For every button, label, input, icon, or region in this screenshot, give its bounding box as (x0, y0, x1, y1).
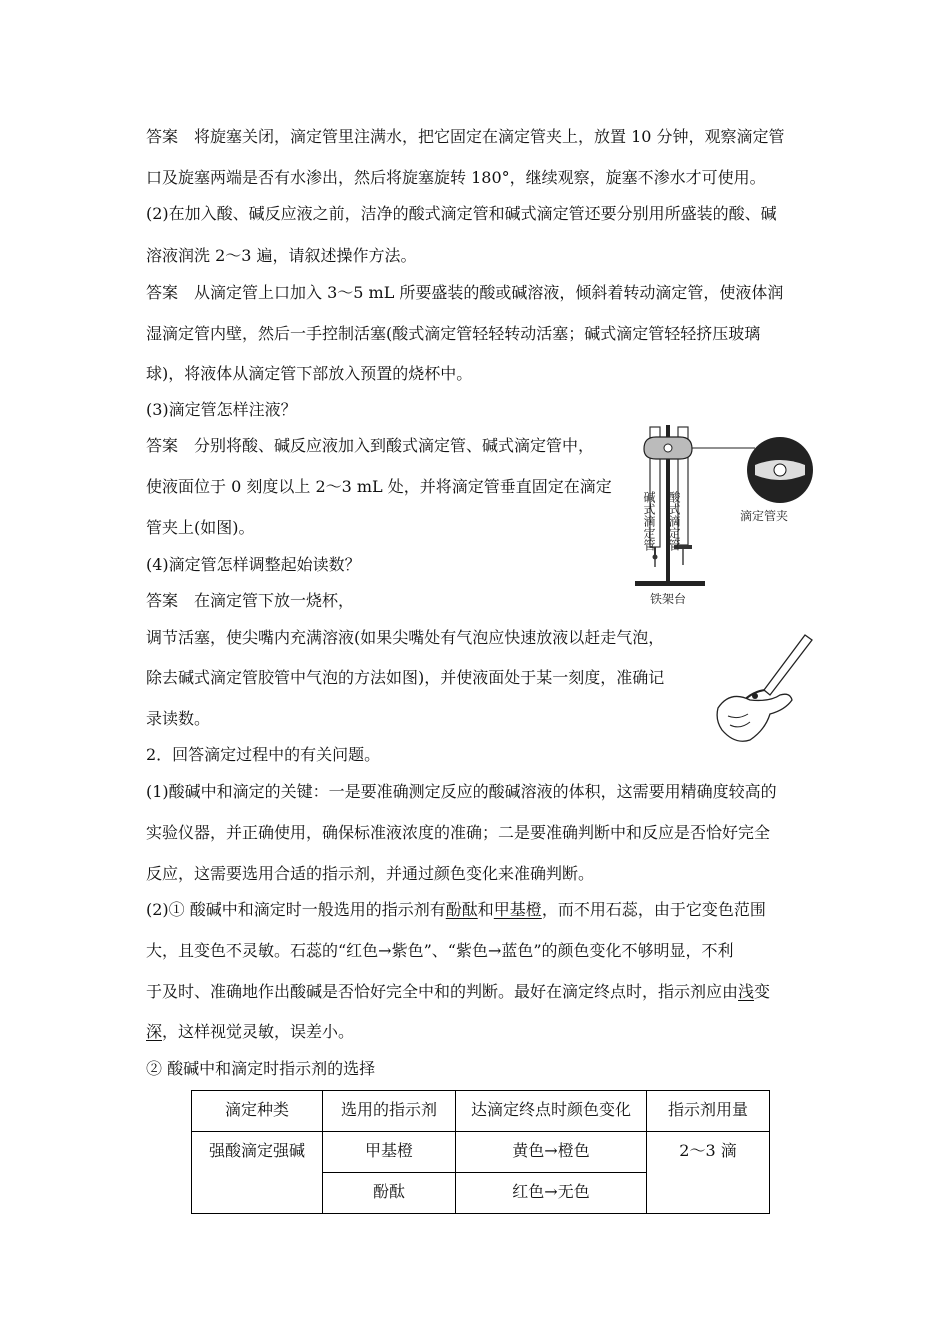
text-line: 除去碱式滴定管胶管中气泡的方法如图)，并使液面处于某一刻度，准确记 (146, 668, 665, 687)
text-line: 湿滴定管内壁，然后一手控制活塞(酸式滴定管轻轻转动活塞；碱式滴定管轻轻挤压玻璃 (146, 324, 761, 343)
text-line: 溶液润洗 2～3 遍，请叙述操作方法。 (146, 246, 417, 265)
table-header-cell: 滴定种类 (192, 1091, 323, 1132)
table-cell: 黄色→橙色 (456, 1132, 647, 1173)
text-span: 于及时、准确地作出酸碱是否恰好完全中和的判断。最好在滴定终点时，指示剂应由 (146, 982, 739, 1001)
text-span: (2)① 酸碱中和滴定时一般选用的指示剂有 (146, 900, 446, 919)
table-cell: 甲基橙 (323, 1132, 456, 1173)
clamp-label: 滴定管夹 (740, 509, 789, 523)
text-line: 反应，这需要选用合适的指示剂，并通过颜色变化来准确判断。 (146, 864, 595, 883)
text-span: ，这样视觉灵敏，误差小。 (162, 1022, 355, 1041)
text-line: 实验仪器，并正确使用，确保标准液浓度的准确；二是要准确判断中和反应是否恰好完全 (146, 823, 771, 842)
table-header-cell: 指示剂用量 (647, 1091, 770, 1132)
table-cell: 酚酞 (323, 1173, 456, 1214)
text-line: (2)在加入酸、碱反应液之前，洁净的酸式滴定管和碱式滴定管还要分别用所盛装的酸、碱 (146, 204, 777, 223)
text-line: 录读数。 (146, 709, 211, 728)
text-line: ② 酸碱中和滴定时指示剂的选择 (146, 1059, 376, 1078)
text-line: 使液面位于 0 刻度以上 2～3 mL 处，并将滴定管垂直固定在滴定 (146, 477, 612, 496)
text-line: 答案 将旋塞关闭，滴定管里注满水，把它固定在滴定管夹上，放置 10 分钟，观察滴定管 (146, 127, 785, 146)
burette-stand-figure (630, 425, 815, 610)
text-line: 答案 从滴定管上口加入 3～5 mL 所要盛装的酸或碱溶液，倾斜着转动滴定管，使液体润 (146, 283, 784, 302)
table-cell: 红色→无色 (456, 1173, 647, 1214)
text-line: 答案 分别将酸、碱反应液加入到酸式滴定管、碱式滴定管中， (146, 436, 595, 455)
underlined-term: 深 (146, 1022, 163, 1041)
text-line: 大，且变色不灵敏。石蕊的“红色→紫色”、“紫色→蓝色”的颜色变化不够明显，不利 (146, 941, 734, 960)
stand-label: 铁架台 (650, 592, 687, 606)
clamp-detail-hub (774, 464, 786, 476)
text-line (146, 982, 770, 1002)
table-header-row (192, 1091, 770, 1132)
text-line: (1)酸碱中和滴定的关键：一是要准确测定反应的酸碱溶液的体积，这需要用精确度较高的 (146, 782, 777, 801)
table-header-cell: 达滴定终点时颜色变化 (456, 1091, 647, 1132)
text-line: 调节活塞，使尖嘴内充满溶液(如果尖嘴处有气泡应快速放液以赶走气泡， (146, 628, 665, 647)
glass-bead (752, 693, 758, 699)
text-line (146, 1022, 354, 1042)
clamp-screw (664, 444, 672, 452)
text-line: 球)，将液体从滴定管下部放入预置的烧杯中。 (146, 364, 473, 383)
text-span: ，而不用石蕊，由于它变色范围 (541, 900, 766, 919)
table-row (192, 1132, 770, 1173)
table-cell: 强酸滴定强碱 (192, 1132, 323, 1214)
underlined-term: 甲基橙 (493, 900, 542, 919)
text-span: 变 (754, 982, 771, 1001)
bubble-removal-hand-figure (710, 630, 820, 750)
text-line (146, 900, 766, 920)
stand-base (635, 581, 705, 586)
section-heading: 2．回答滴定过程中的有关问题。 (146, 745, 381, 764)
glass-bead (653, 555, 658, 560)
text-span: 和 (477, 900, 494, 919)
acid-burette-label: 酸式滴定管 (667, 491, 681, 551)
text-line: 答案 在滴定管下放一烧杯， (146, 591, 355, 610)
indicator-table (191, 1090, 770, 1214)
text-line: 管夹上(如图)。 (146, 518, 255, 537)
burette-tube (764, 635, 812, 695)
question-heading: (3)滴定管怎样注液？ (146, 400, 297, 419)
question-heading: (4)滴定管怎样调整起始读数？ (146, 555, 361, 574)
underlined-term: 酚酞 (445, 900, 478, 919)
table-header-cell: 选用的指示剂 (323, 1091, 456, 1132)
text-line: 口及旋塞两端是否有水渗出，然后将旋塞旋转 180°，继续观察，旋塞不渗水才可使用。 (146, 168, 766, 187)
hand-outline (717, 694, 792, 741)
alkali-burette-label: 碱式滴定管 (642, 491, 656, 551)
table-cell: 2～3 滴 (647, 1132, 770, 1214)
underlined-term: 浅 (738, 982, 755, 1001)
